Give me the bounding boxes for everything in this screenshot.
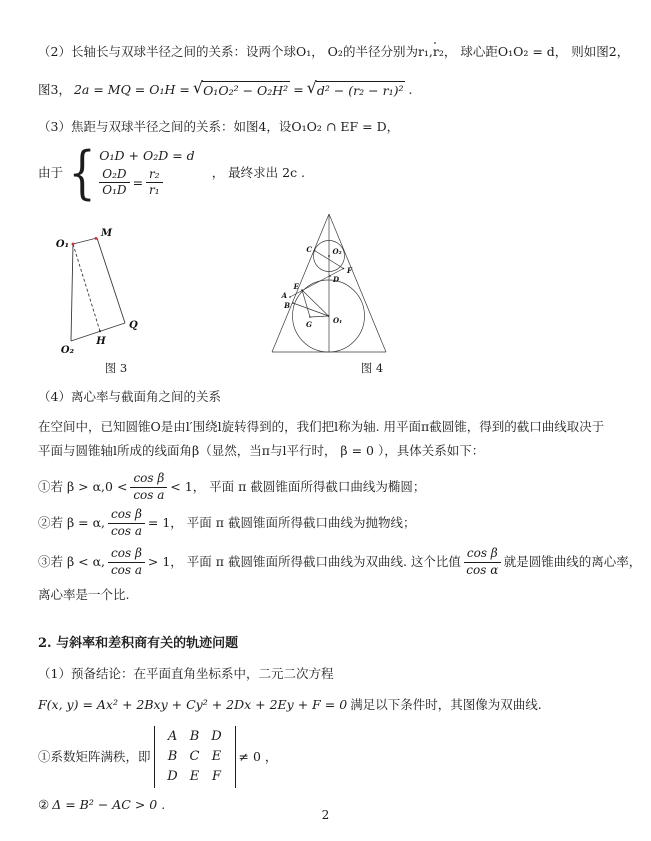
equals-sign: =	[132, 175, 144, 190]
matrix-cell: E	[189, 769, 200, 785]
case1-pre: ①若 β > α,0 <	[38, 479, 128, 495]
condition1-pre: ①系数矩阵满秩，即	[38, 749, 151, 765]
case-2	[38, 506, 415, 540]
page-number: 2	[321, 808, 330, 822]
fig4-label-G: G	[306, 320, 312, 329]
case3-fraction-1	[108, 547, 145, 578]
fraction-numerator: r₂	[146, 168, 163, 184]
condition2-formula: Δ = B² − AC > 0 .	[52, 797, 166, 812]
paragraph-item3: （3）焦距与双球半径之间的关系：如图4，设O₁O₂ ∩ EF = D，	[38, 119, 400, 134]
fig4-segment-BO1	[293, 303, 329, 316]
system-prefix: 由于	[38, 165, 64, 181]
system-brace: {	[68, 139, 96, 206]
fraction-numerator: cos β	[108, 547, 145, 563]
matrix-cell: B	[167, 748, 178, 764]
case3-post: 就是圆锥曲线的离心率，	[503, 554, 642, 570]
fig3-reference: 图3，	[38, 81, 71, 97]
formula-2a-lhs: 2a = MQ = O₁H =	[73, 81, 190, 97]
case-3	[38, 543, 641, 581]
fig3-red-dot-M	[95, 237, 98, 240]
fig4-label-C: C	[306, 245, 312, 254]
fraction-denominator: cos a	[110, 562, 143, 577]
matrix-cell: E	[211, 748, 222, 764]
fraction-denominator: O₁D	[102, 183, 127, 198]
fraction-denominator: cos a	[133, 487, 165, 502]
case2-fraction	[108, 508, 145, 539]
system-suffix: ， 最终求出 2c .	[211, 165, 306, 181]
fig3-quadrilateral	[71, 238, 125, 341]
fig3-dashed-O1H	[73, 244, 100, 331]
sqrt-content-1: O₁O₂² − O₂H²	[203, 83, 289, 98]
coefficient-determinant	[154, 726, 236, 789]
fraction-numerator: cos β	[464, 547, 501, 563]
fraction-denominator: cos α	[466, 562, 499, 577]
system-eq2	[99, 168, 194, 199]
sqrt-content-2: d² − (r₂ − r₁)²	[316, 83, 404, 98]
fig3-dot-H	[99, 330, 101, 332]
condition1-post: ≠ 0 ，	[238, 749, 278, 765]
fraction-O2D-O1D	[99, 168, 129, 199]
section2-intro: （1）预备结论：在平面直角坐标系中，二元二次方程	[38, 666, 334, 681]
sqrt-term-1	[193, 80, 290, 99]
matrix-cell: D	[211, 728, 222, 744]
fraction-denominator: cos a	[110, 523, 143, 538]
formula-2a-equals: =	[293, 81, 304, 97]
figure-3	[40, 220, 220, 376]
fig4-label-B: B	[284, 301, 290, 310]
fig3-label-H: H	[96, 336, 106, 347]
fig3-red-dot-O1	[72, 243, 75, 246]
fig3-label-O2: O₂	[60, 345, 74, 356]
case3-fraction-2	[464, 547, 501, 578]
fig4-segment-GO1	[310, 316, 329, 317]
fig4-label-O2: O₂	[332, 247, 342, 256]
case3-pre: ③若 β < α,	[38, 554, 106, 570]
formula-2a-period: .	[408, 81, 413, 97]
fraction-denominator: r₁	[149, 183, 160, 198]
system-eq1: O₁D + O₂D = d	[99, 147, 195, 163]
formula-2a-line	[38, 80, 412, 99]
quadratic-equation-line	[38, 697, 542, 713]
case3-mid: > 1， 平面 π 截圆锥面所得截口曲线为双曲线. 这个比值	[147, 554, 461, 570]
fig3-caption: 图 3	[104, 361, 128, 375]
condition-1	[38, 727, 277, 787]
quadratic-equation-suffix: 满足以下条件时，其图像为双曲线.	[350, 697, 542, 712]
cone-paragraph-line2: 平面与圆锥轴l所成的线面角β（显然，当π与l平行时， β = 0 ），具体关系如下：	[38, 443, 485, 458]
fig4-label-A: A	[281, 291, 287, 300]
radical-sign: √	[192, 78, 204, 97]
case1-fraction	[130, 472, 167, 503]
fraction-numerator: O₂D	[99, 168, 129, 184]
cone-paragraph-line1: 在空间中，已知圆锥O是由l′围绕l旋转得到的，我们把l称为轴. 用平面π截圆锥，得到的截口曲线取决于	[38, 419, 605, 434]
equation-system	[38, 139, 306, 206]
matrix-cell: F	[212, 769, 222, 785]
paragraph-item4: （4）离心率与截面角之间的关系	[38, 389, 221, 404]
fig3-labels	[56, 228, 138, 356]
case1-post: < 1， 平面 π 截圆锥面所得截口曲线为椭圆；	[170, 479, 426, 495]
radical-sign: √	[306, 78, 317, 97]
fraction-r2-r1	[146, 168, 163, 199]
fig3-label-Q: Q	[129, 320, 138, 331]
paragraph-item2: （2）长轴长与双球半径之间的关系：设两个球O₁， O₂的半径分别为r₁,r₂， 球心距O₁O₂ = d， 则如图2，	[38, 44, 630, 59]
condition2-marker: ②	[38, 797, 50, 812]
case2-pre: ②若 β = α,	[38, 515, 106, 531]
matrix-cell: A	[167, 728, 178, 744]
fig4-label-E: E	[293, 282, 299, 291]
fig3-label-M: M	[101, 228, 113, 239]
fraction-numerator: cos β	[130, 472, 167, 488]
fig4-caption: 图 4	[360, 361, 384, 375]
quadratic-equation: F(x, y) = Ax² + 2Bxy + Cy² + 2Dx + 2Ey + F = 0	[38, 697, 348, 712]
case3-continuation: 离心率是一个比.	[38, 587, 130, 602]
fig4-label-F: F	[347, 266, 352, 275]
section2-heading: 2. 与斜率和差积商有关的轨迹问题	[38, 636, 239, 651]
fig4-label-O1: O₁	[333, 316, 343, 325]
fraction-numerator: cos β	[108, 508, 145, 524]
matrix-cell: B	[189, 728, 200, 744]
sqrt-term-2	[307, 80, 406, 99]
fig4-cone-triangle	[272, 214, 386, 352]
figure-4	[252, 206, 442, 376]
case2-post: = 1， 平面 π 截圆锥面所得截口曲线为抛物线；	[147, 515, 416, 531]
system-equations	[99, 148, 194, 198]
fig3-label-O1: O₁	[55, 239, 69, 250]
matrix-cell: D	[167, 769, 178, 785]
fig4-label-D: D	[333, 275, 340, 284]
matrix-cell: C	[189, 748, 200, 764]
case-1	[38, 470, 425, 504]
